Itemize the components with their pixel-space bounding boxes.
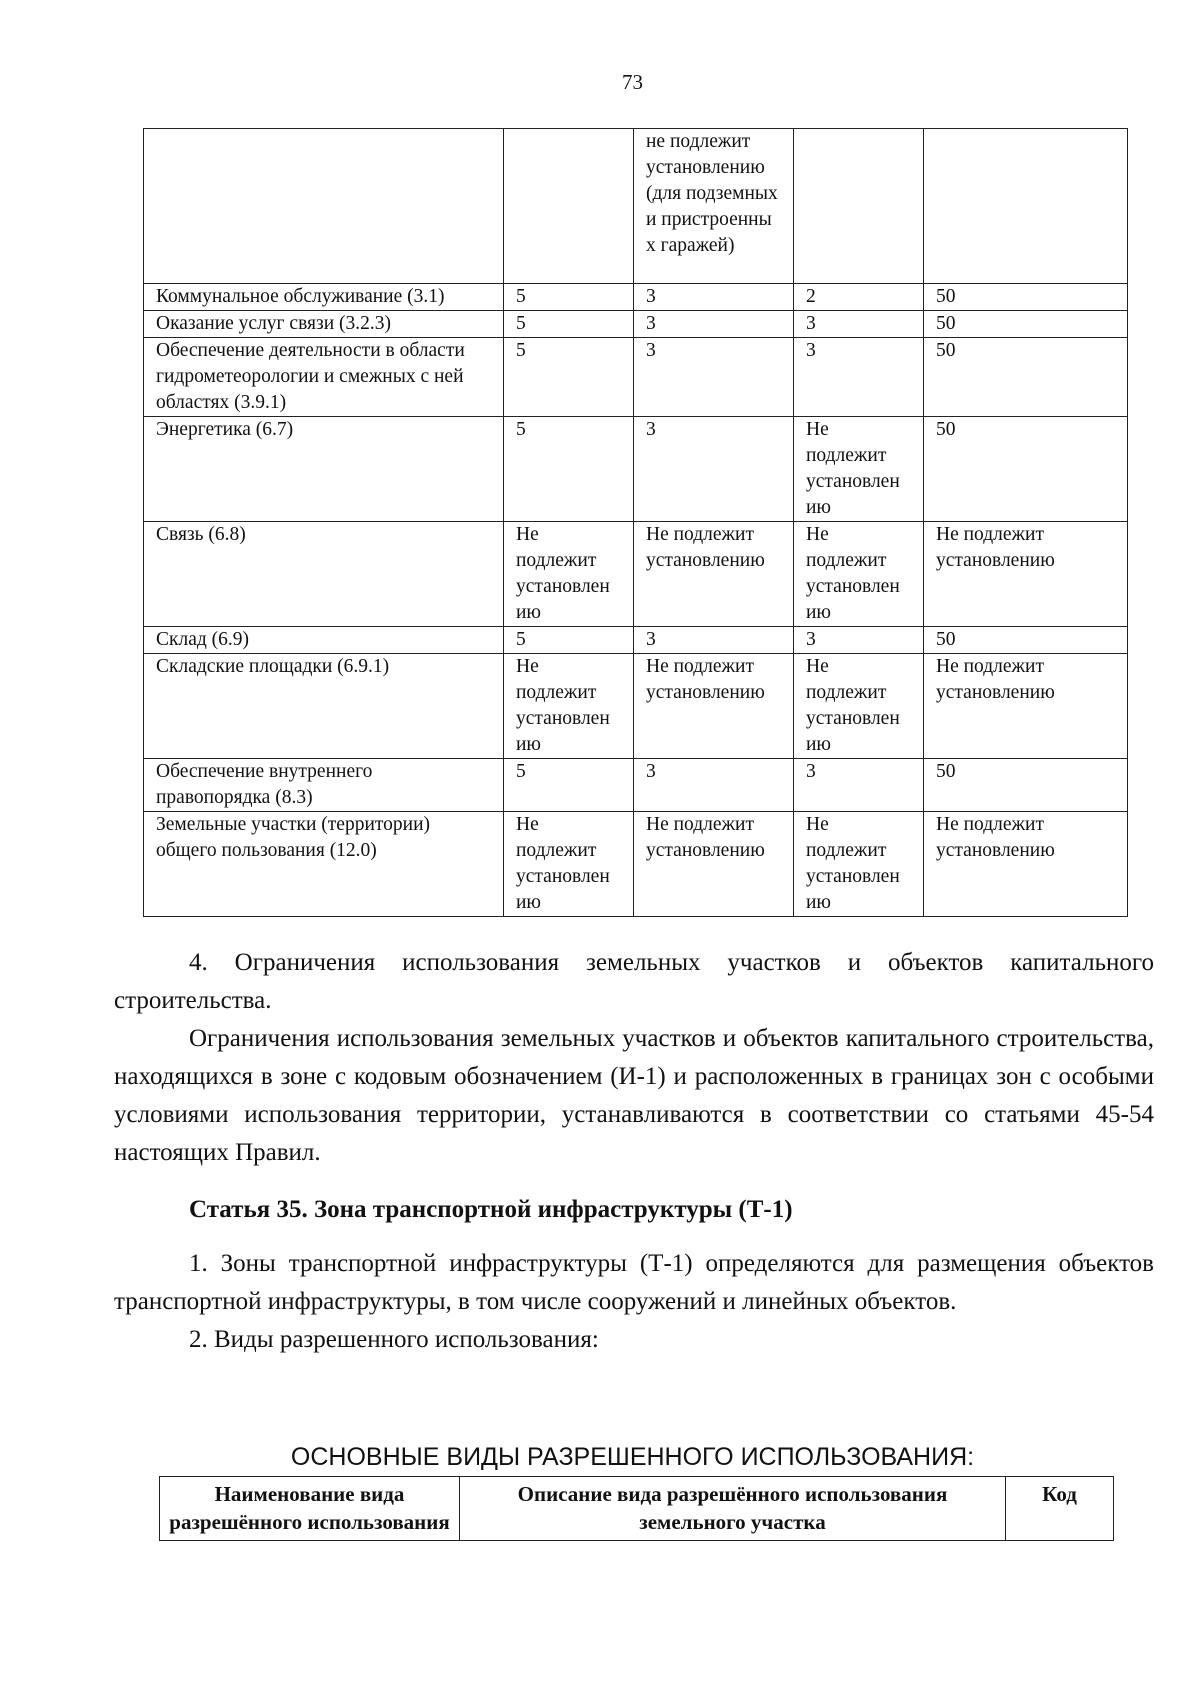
table-cell: Не подлежит установлению xyxy=(634,522,794,627)
table-cell: 3 xyxy=(794,338,924,417)
table-cell: 50 xyxy=(924,338,1128,417)
table-row xyxy=(144,759,1128,812)
table-header-row xyxy=(160,1477,1114,1541)
table-cell: Коммунальное обслуживание (3.1) xyxy=(144,284,504,311)
article-35-title: Статья 35. Зона транспортной инфраструктуры (Т-1) xyxy=(189,1196,793,1223)
table-cell xyxy=(504,129,634,284)
table-cell: 3 xyxy=(634,311,794,338)
table-cell: 3 xyxy=(634,417,794,522)
table-row xyxy=(144,812,1128,917)
table-cell: 5 xyxy=(504,311,634,338)
table-cell: Обеспечение деятельности в области гидрометеорологии и смежных с ней областях (3.9.1) xyxy=(144,338,504,417)
document-body xyxy=(114,944,1154,1359)
table-cell: Не подлежит установлен ию xyxy=(504,812,634,917)
table-cell: Связь (6.8) xyxy=(144,522,504,627)
table-cell: 5 xyxy=(504,284,634,311)
table-row xyxy=(144,284,1128,311)
table-cell: 50 xyxy=(924,759,1128,812)
table-cell: 3 xyxy=(634,627,794,654)
article-35-paragraph-2: 2. Виды разрешенного использования: xyxy=(189,1326,599,1353)
article-35-paragraph-1: 1. Зоны транспортной инфраструктуры (Т-1) определяются для размещения объектов транспортной инфраструктуры, в том числе сооружений и линейных объектов. xyxy=(114,1250,1154,1315)
table-cell: Не подлежит установлению xyxy=(634,812,794,917)
table-cell: Не подлежит установлен ию xyxy=(794,654,924,759)
table-cell: Не подлежит установлен ию xyxy=(794,417,924,522)
main-uses-table xyxy=(159,1476,1114,1541)
table-cell: Земельные участки (территории) общего пользования (12.0) xyxy=(144,812,504,917)
table-cell: 50 xyxy=(924,311,1128,338)
table-cell: Не подлежит установлению xyxy=(924,654,1128,759)
table-cell: Складские площадки (6.9.1) xyxy=(144,654,504,759)
table-cell: 5 xyxy=(504,627,634,654)
table-cell: 50 xyxy=(924,627,1128,654)
table-cell: 2 xyxy=(794,284,924,311)
table-row xyxy=(144,338,1128,417)
section-4-heading: 4. Ограничения использования земельных участков и объектов капитального строительства. xyxy=(114,949,1154,1014)
table-cell: Не подлежит установлен ию xyxy=(794,522,924,627)
table-cell: 5 xyxy=(504,759,634,812)
section-4-paragraph: Ограничения использования земельных участков и объектов капитального строительства, находящихся в зоне с кодовым обозначением (И-1) и расположенных в границах зон с особыми условиями использования территории, устанавливаются в соответствии со статьями 45-54 настоящих Правил. xyxy=(114,1025,1154,1166)
table-row xyxy=(144,311,1128,338)
table-cell: Склад (6.9) xyxy=(144,627,504,654)
table-cell: 3 xyxy=(794,627,924,654)
table-cell: 3 xyxy=(794,759,924,812)
column-header-description: Описание вида разрешённого использования земельного участка xyxy=(460,1477,1006,1541)
table-cell: 3 xyxy=(634,338,794,417)
table-cell xyxy=(144,129,504,284)
table-cell: Не подлежит установлению xyxy=(924,522,1128,627)
table-cell: Энергетика (6.7) xyxy=(144,417,504,522)
table-cell: Не подлежит установлен ию xyxy=(504,522,634,627)
table-cell: Оказание услуг связи (3.2.3) xyxy=(144,311,504,338)
table-row xyxy=(144,654,1128,759)
table-row xyxy=(144,129,1128,284)
table-cell: Не подлежит установлению xyxy=(924,812,1128,917)
table-cell xyxy=(794,129,924,284)
table-cell: 3 xyxy=(634,759,794,812)
table-cell: 50 xyxy=(924,284,1128,311)
table-cell: 3 xyxy=(634,284,794,311)
column-header-name: Наименование вида разрешённого использования xyxy=(160,1477,460,1541)
table-cell: Не подлежит установлению xyxy=(634,654,794,759)
table-cell: Обеспечение внутреннего правопорядка (8.3) xyxy=(144,759,504,812)
permitted-parameters-table xyxy=(143,128,1128,917)
table-2-caption: ОСНОВНЫЕ ВИДЫ РАЗРЕШЕННОГО ИСПОЛЬЗОВАНИЯ: xyxy=(290,1443,975,1471)
column-header-code: Код xyxy=(1006,1477,1114,1541)
table-cell: 3 xyxy=(794,311,924,338)
table-row xyxy=(144,627,1128,654)
table-cell xyxy=(924,129,1128,284)
table-row xyxy=(144,522,1128,627)
table-cell: Не подлежит установлен ию xyxy=(504,654,634,759)
table-cell: 50 xyxy=(924,417,1128,522)
table-cell: 5 xyxy=(504,417,634,522)
table-cell: не подлежит установлению (для подземных и пристроенны х гаражей) xyxy=(634,129,794,284)
table-row xyxy=(144,417,1128,522)
table-cell: 5 xyxy=(504,338,634,417)
page-number: 73 xyxy=(622,70,643,94)
table-cell: Не подлежит установлен ию xyxy=(794,812,924,917)
